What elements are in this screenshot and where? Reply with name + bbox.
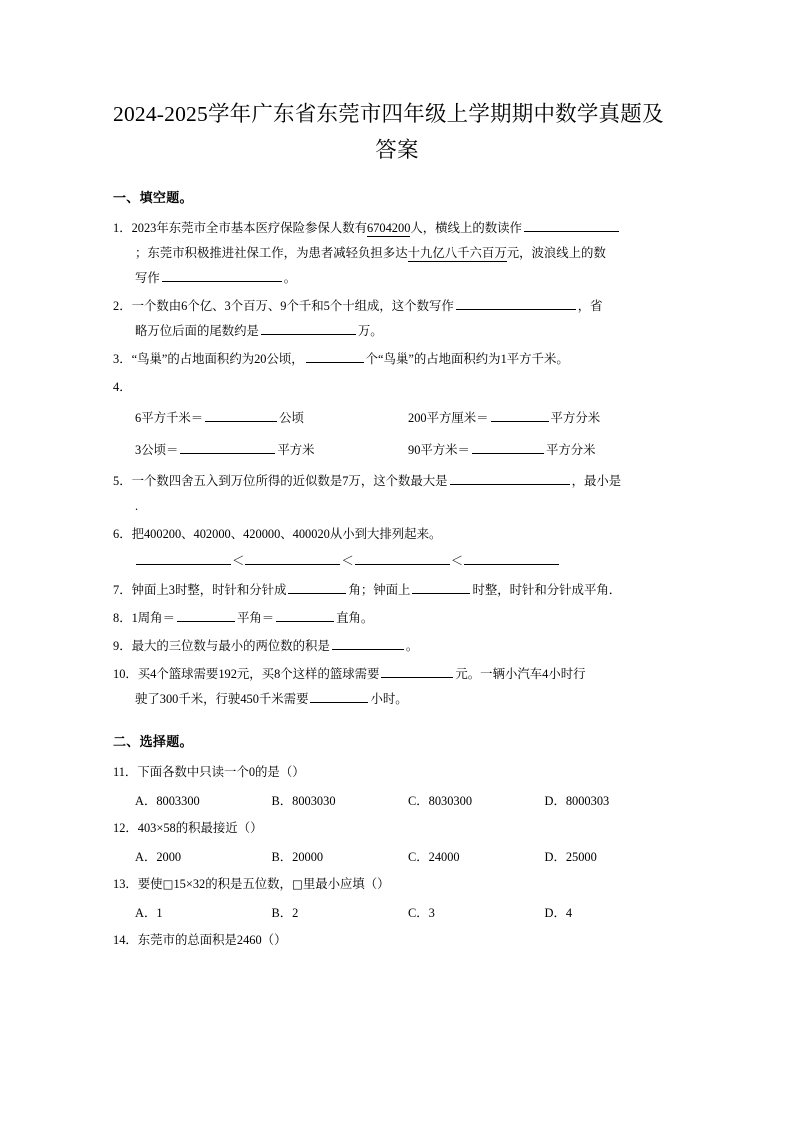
- question-14-stem: [113, 928, 681, 953]
- answer-blank[interactable]: [524, 218, 619, 232]
- question-12: [113, 816, 681, 841]
- answer-paren[interactable]: ）: [292, 765, 305, 779]
- question-2-part-3: 略万位后面的尾数约是: [135, 324, 259, 338]
- question-1-text: [113, 216, 681, 241]
- question-9: [113, 634, 681, 659]
- section-header-fill-in: 一、填空题。: [113, 190, 193, 205]
- question-13: [113, 872, 681, 897]
- question-8-text: [113, 606, 681, 631]
- question-12-stem-text: 403×58的积最接近（: [137, 821, 251, 835]
- question-14-number: 14．: [113, 933, 138, 947]
- conversion-prefix: 6平方千米＝: [135, 411, 204, 425]
- page-content: [113, 0, 681, 956]
- conversion-suffix: 公顷: [279, 411, 304, 425]
- conversion-item: [135, 434, 408, 466]
- question-8-part-1: 1周角＝: [131, 611, 175, 625]
- question-9-number: 9．: [113, 639, 132, 653]
- question-1-part-4: 元，波浪线上的数: [506, 246, 606, 260]
- question-8-part-3: 直角。: [336, 611, 374, 625]
- answer-paren[interactable]: ）: [274, 933, 287, 947]
- question-4: [113, 375, 681, 466]
- answer-blank[interactable]: [162, 268, 282, 282]
- question-3-number: 3．: [113, 352, 132, 366]
- question-3-text: [113, 347, 681, 372]
- question-10-part-3: 驶了300千米，行驶450千米需要: [135, 692, 309, 706]
- question-11-stem: [113, 760, 681, 785]
- conversion-item: [408, 434, 681, 466]
- answer-blank[interactable]: [177, 608, 235, 622]
- answer-blank[interactable]: [306, 349, 364, 363]
- question-8-number: 8．: [113, 611, 132, 625]
- option-c[interactable]: C．3: [408, 906, 435, 920]
- question-4-number: 4．: [113, 380, 132, 394]
- order-separator: ＜: [341, 554, 354, 568]
- answer-blank[interactable]: [381, 664, 453, 678]
- option-d[interactable]: D．4: [544, 906, 573, 920]
- answer-blank[interactable]: [472, 440, 544, 454]
- conversion-suffix: 平方分米: [550, 411, 601, 425]
- answer-blank[interactable]: [261, 321, 356, 335]
- option-a[interactable]: A．8003300: [135, 794, 200, 808]
- conversion-prefix: 200平方厘米＝: [408, 411, 489, 425]
- question-13-number: 13．: [113, 877, 138, 891]
- conversion-suffix: 平方分米: [545, 443, 596, 457]
- question-14: [113, 928, 681, 953]
- answer-blank[interactable]: [276, 608, 334, 622]
- question-5-part-3: .: [135, 499, 139, 513]
- question-1-line-3: [113, 266, 681, 291]
- answer-blank[interactable]: [464, 551, 559, 565]
- question-9-text: [113, 634, 681, 659]
- conversion-item: [135, 402, 408, 434]
- question-12-number: 12．: [113, 821, 138, 835]
- answer-blank[interactable]: [310, 689, 368, 703]
- question-11-number: 11．: [113, 765, 138, 779]
- option-c[interactable]: C．24000: [408, 850, 460, 864]
- question-7-number: 7．: [113, 583, 132, 597]
- option-d[interactable]: D．25000: [544, 850, 597, 864]
- question-12-options: [113, 844, 681, 870]
- conversion-row: [135, 434, 681, 466]
- question-11-options: [113, 788, 681, 814]
- question-1-underlined-number: 6704200: [367, 221, 411, 235]
- question-13-options: [113, 900, 681, 926]
- question-10-number: 10．: [113, 667, 138, 681]
- question-10-part-1: 买4个篮球需要192元，买8个这样的篮球需要: [137, 667, 380, 681]
- question-7-part-2: 角；钟面上: [348, 583, 411, 597]
- question-8: [113, 606, 681, 631]
- question-1-part-2: 人，横线上的数读作: [410, 221, 522, 235]
- question-6: [113, 522, 681, 575]
- question-7-part-3: 时整，时针和分针成平角．: [472, 583, 622, 597]
- question-2-part-2: ，省: [577, 299, 603, 313]
- page-title: [113, 96, 681, 168]
- question-2-part-4: 万。: [357, 324, 383, 338]
- question-14-stem-text: 东莞市的总面积是2460（: [137, 933, 275, 947]
- conversion-prefix: 90平方米＝: [408, 443, 470, 457]
- question-7-text: [113, 578, 681, 603]
- box-placeholder-icon: □: [162, 877, 174, 891]
- title-line-2: 答案: [375, 138, 419, 162]
- option-c[interactable]: C．8030300: [408, 794, 473, 808]
- question-1-part-1: 2023年东莞市全市基本医疗保险参保人数有: [131, 221, 368, 235]
- question-10: [113, 662, 681, 712]
- option-d[interactable]: D．8000303: [544, 794, 610, 808]
- answer-blank[interactable]: [355, 551, 450, 565]
- answer-blank[interactable]: [180, 440, 275, 454]
- question-5: [113, 469, 681, 519]
- question-2-line-1: [113, 294, 681, 319]
- question-2-part-1: 一个数由6个亿、3个百万、9个千和5个十组成，这个数写作: [131, 299, 454, 313]
- question-1-part-5: 写作: [135, 271, 160, 285]
- question-3-part-1: “鸟巢”的占地面积约为20公顷，: [131, 352, 304, 366]
- question-2-number: 2．: [113, 299, 132, 313]
- question-10-part-4: 小时。: [370, 692, 408, 706]
- question-10-part-2: 元。一辆小汽车4小时行: [455, 667, 586, 681]
- question-13-stem-part-b: 15×32的积是五位数，: [173, 877, 292, 891]
- box-placeholder-icon: □: [291, 877, 303, 891]
- question-1: [113, 216, 681, 291]
- question-13-stem: [113, 872, 681, 897]
- section-header-multiple-choice: 二、选择题。: [113, 734, 193, 749]
- option-a[interactable]: A．1: [135, 906, 163, 920]
- conversion-row: [135, 402, 681, 434]
- option-b[interactable]: B．2: [271, 906, 299, 920]
- question-9-part-1: 最大的三位数与最小的两位数的积是: [131, 639, 330, 653]
- option-a[interactable]: A．2000: [135, 850, 182, 864]
- question-11: [113, 760, 681, 785]
- question-10-line-2: [113, 687, 681, 712]
- question-5-number: 5．: [113, 474, 132, 488]
- title-line-1: 2024-2025学年广东省东莞市四年级上学期期中数学真题及: [113, 102, 664, 126]
- answer-blank[interactable]: [450, 471, 570, 485]
- answer-paren[interactable]: ）: [250, 821, 263, 835]
- question-5-part-1: 一个数四舍五入到万位所得的近似数是7万，这个数最大是: [131, 474, 448, 488]
- question-1-line-2: [113, 241, 681, 266]
- question-6-number: 6．: [113, 527, 132, 541]
- question-11-stem-text: 下面各数中只读一个0的是（: [137, 765, 293, 779]
- question-6-ordering-line: [113, 547, 681, 575]
- question-2-line-2: [113, 319, 681, 344]
- answer-blank[interactable]: [245, 551, 340, 565]
- question-13-stem-part-c: 里最小应填（: [302, 877, 378, 891]
- answer-blank[interactable]: [491, 408, 549, 422]
- answer-blank[interactable]: [456, 296, 576, 310]
- question-5-line-1: [113, 469, 681, 494]
- question-6-line-1: [113, 522, 681, 547]
- answer-blank[interactable]: [332, 636, 404, 650]
- question-6-part-1: 把400200、402000、420000、400020从小到大排列起来。: [131, 527, 442, 541]
- question-1-number: 1．: [113, 221, 132, 235]
- question-1-part-6: 。: [283, 271, 297, 285]
- question-10-line-1: [113, 662, 681, 687]
- question-5-line-2: [113, 494, 681, 519]
- question-7: [113, 578, 681, 603]
- question-8-part-2: 平角＝: [236, 611, 275, 625]
- question-4-conversion-grid: [113, 402, 681, 466]
- question-3-part-2: 个“鸟巢”的占地面积约为1平方千米。: [365, 352, 569, 366]
- order-separator: ＜: [232, 554, 245, 568]
- answer-blank[interactable]: [288, 580, 346, 594]
- conversion-item: [408, 402, 681, 434]
- question-2: [113, 294, 681, 344]
- question-1-wavy-text: 十九亿八千六百万: [407, 246, 507, 260]
- answer-blank[interactable]: [412, 580, 470, 594]
- question-12-stem: [113, 816, 681, 841]
- option-b[interactable]: B．20000: [271, 850, 324, 864]
- conversion-suffix: 平方米: [277, 443, 315, 457]
- answer-blank[interactable]: [205, 408, 277, 422]
- question-9-part-2: 。: [405, 639, 419, 653]
- question-1-part-3: ；东莞市积极推进社保工作，为患者减轻负担多达: [135, 246, 408, 260]
- conversion-prefix: 3公顷＝: [135, 443, 179, 457]
- question-3: [113, 347, 681, 372]
- order-separator: ＜: [450, 554, 464, 568]
- answer-paren[interactable]: ）: [377, 877, 390, 891]
- question-7-part-1: 钟面上3时整，时针和分针成: [131, 583, 287, 597]
- answer-blank[interactable]: [136, 551, 231, 565]
- option-b[interactable]: B．8003030: [271, 794, 336, 808]
- question-5-part-2: ，最小是: [571, 474, 622, 488]
- question-13-stem-part-a: 要使: [137, 877, 163, 891]
